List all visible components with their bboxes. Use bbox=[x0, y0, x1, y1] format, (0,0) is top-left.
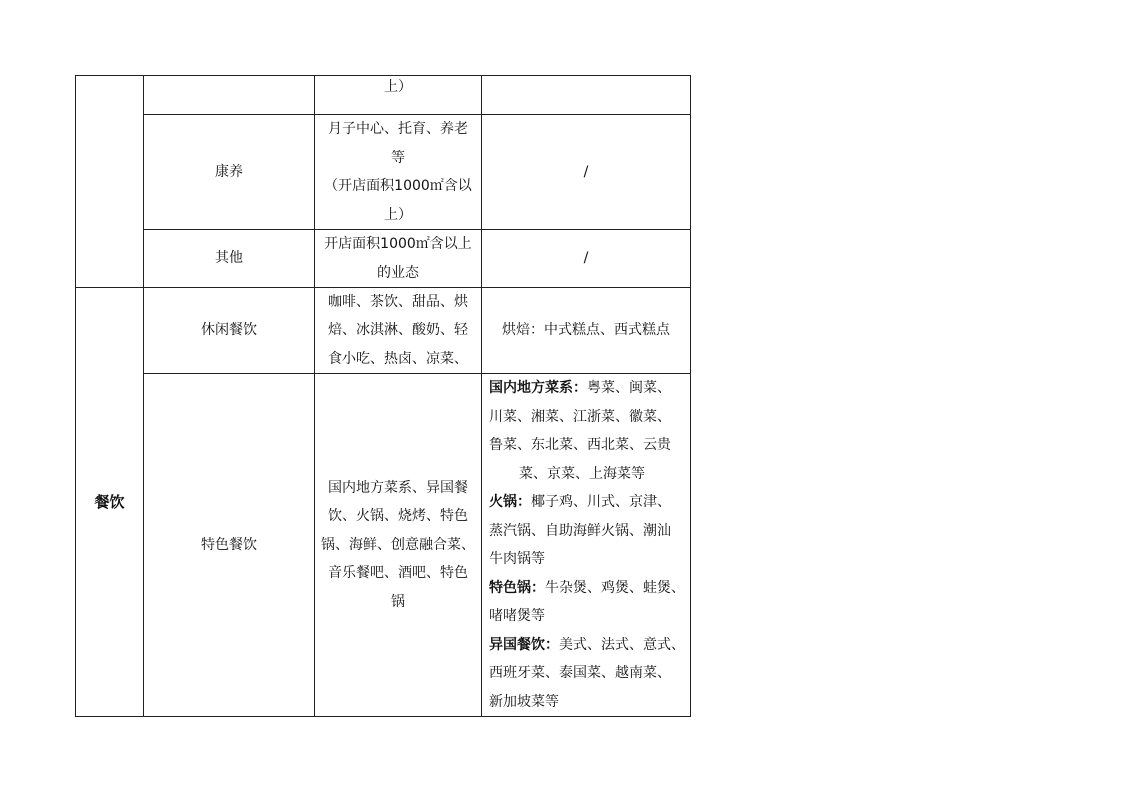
detail-group-sep: ： bbox=[573, 380, 587, 396]
detail-text: 烘焙：中式糕点、西式糕点 bbox=[502, 322, 670, 339]
detail-group-line bbox=[489, 574, 690, 603]
detail-group-label: 异国餐饮 bbox=[489, 636, 545, 653]
subcategory-cell bbox=[144, 374, 314, 716]
description-cell bbox=[315, 374, 481, 716]
description-line: 国内地方菜系、异国餐 bbox=[328, 479, 468, 496]
description-line: 的业态 bbox=[377, 264, 419, 281]
subcategory-cell bbox=[144, 230, 314, 287]
detail-group-line: 啫啫煲等 bbox=[489, 608, 545, 624]
detail-group-label: 特色锅 bbox=[489, 579, 531, 596]
detail-cell bbox=[482, 288, 690, 373]
detail-group-line: 川菜、湘菜、江浙菜、徽菜、 bbox=[489, 408, 671, 425]
detail-group-text: 美式、法式、意式、 bbox=[559, 636, 685, 653]
description-line: 锅 bbox=[391, 593, 405, 610]
detail-group-text: 牛杂煲、鸡煲、蛙煲、 bbox=[545, 579, 685, 596]
description-line: 咖啡、茶饮、甜品、烘 bbox=[328, 293, 468, 310]
description-line: 开店面积1000㎡含以上 bbox=[324, 236, 472, 252]
detail-group-line bbox=[489, 488, 690, 517]
description-cell bbox=[321, 73, 475, 102]
detail-group-line: 菜、京菜、上海菜等 bbox=[519, 465, 645, 482]
detail-text: / bbox=[583, 163, 589, 180]
subcategory-cell bbox=[144, 288, 314, 373]
description-line: 上） bbox=[384, 78, 412, 95]
category-label: 餐饮 bbox=[94, 492, 125, 511]
subcategory-label: 特色餐饮 bbox=[201, 536, 257, 553]
detail-group-line: 新加坡菜等 bbox=[489, 693, 559, 710]
description-line: 食小吃、热卤、凉菜、 bbox=[328, 350, 468, 367]
description-line: 饮、火锅、烧烤、特色 bbox=[328, 508, 468, 525]
description-line: 音乐餐吧、酒吧、特色 bbox=[328, 565, 468, 582]
detail-group-sep: ： bbox=[545, 636, 559, 653]
description-line: 月子中心、托育、养老 bbox=[328, 121, 468, 137]
detail-group-line: 鲁菜、东北菜、西北菜、云贵 bbox=[489, 437, 671, 453]
table-row bbox=[315, 75, 481, 99]
description-line: （开店面积1000㎡含以 bbox=[324, 178, 472, 194]
detail-group-text: 椰子鸡、川式、京津、 bbox=[531, 494, 671, 510]
detail-cell bbox=[482, 374, 690, 716]
category-cell bbox=[76, 288, 143, 716]
description-cell bbox=[315, 230, 481, 287]
detail-cell bbox=[482, 230, 690, 287]
detail-group-line bbox=[489, 374, 690, 403]
description-cell bbox=[315, 288, 481, 373]
description-line: 等 bbox=[391, 149, 405, 166]
detail-group-text: 粤菜、闽菜、 bbox=[587, 380, 671, 396]
description-line: 上） bbox=[384, 206, 412, 223]
subcategory-label: 康养 bbox=[215, 163, 243, 180]
business-category-table bbox=[75, 75, 691, 717]
detail-group-line: 蒸汽锅、自助海鲜火锅、潮汕 bbox=[489, 522, 671, 539]
detail-group-sep: ： bbox=[531, 579, 545, 596]
table-border-bottom bbox=[75, 716, 691, 717]
detail-cell bbox=[482, 115, 690, 229]
subcategory-label: 休闲餐饮 bbox=[201, 322, 257, 339]
detail-group-line: 牛肉锅等 bbox=[489, 551, 545, 567]
detail-group-label: 火锅 bbox=[489, 494, 517, 510]
subcategory-cell bbox=[144, 115, 314, 229]
detail-group-sep: ： bbox=[517, 494, 531, 510]
detail-group-line bbox=[489, 631, 690, 660]
subcategory-label: 其他 bbox=[215, 250, 243, 267]
description-line: 锅、海鲜、创意融合菜、 bbox=[321, 536, 475, 553]
detail-group-label: 国内地方菜系 bbox=[489, 380, 573, 396]
detail-text: / bbox=[583, 250, 589, 267]
table-border-right bbox=[690, 75, 691, 717]
description-cell bbox=[315, 115, 481, 229]
detail-group-line: 西班牙菜、泰国菜、越南菜、 bbox=[489, 665, 671, 681]
description-line: 焙、冰淇淋、酸奶、轻 bbox=[328, 322, 468, 339]
